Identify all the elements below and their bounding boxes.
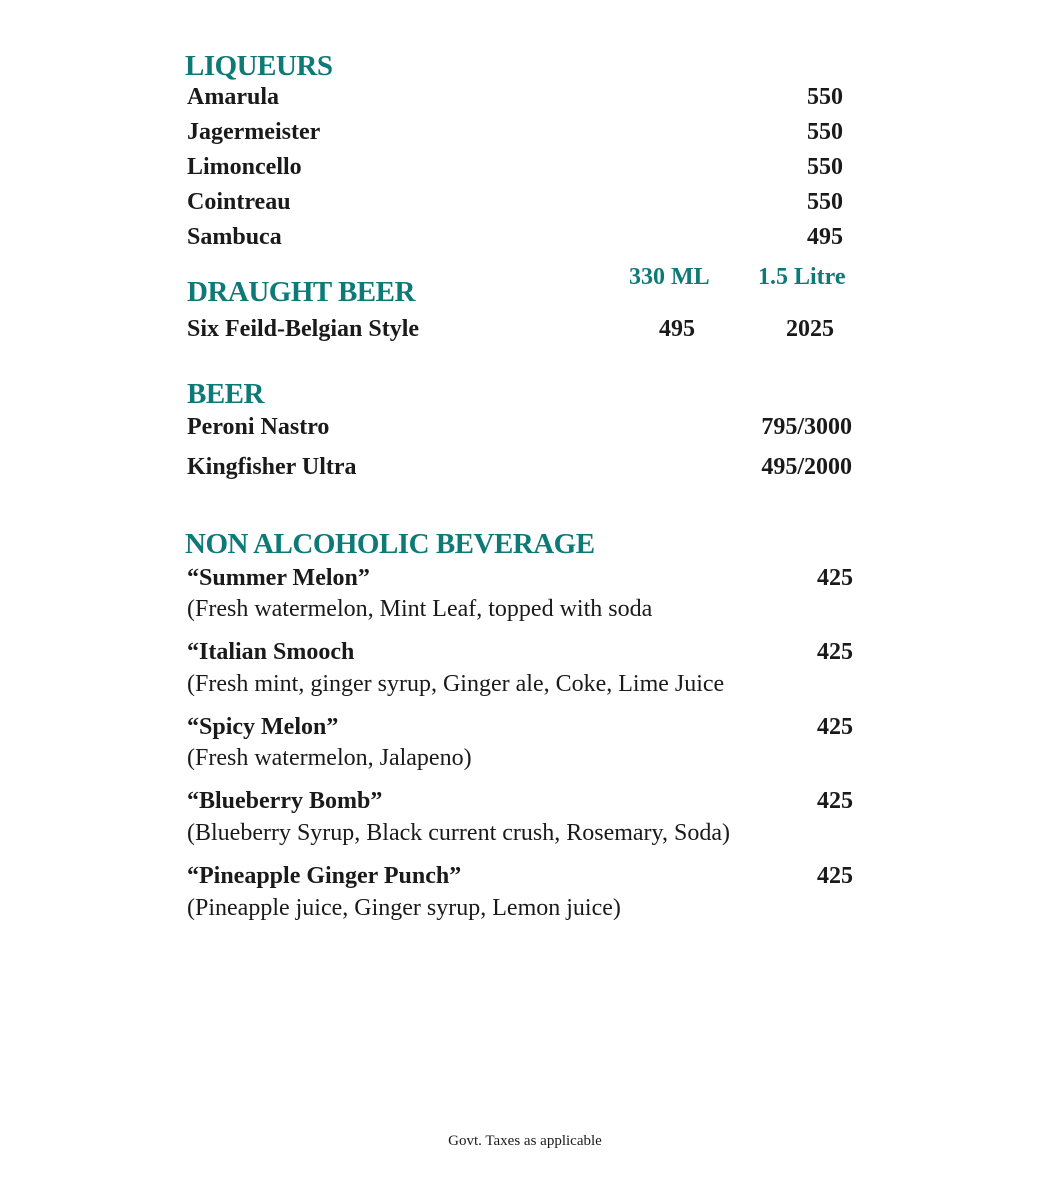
item-price: 795/3000: [761, 414, 852, 440]
item-price: 550: [807, 84, 843, 110]
section-title-non-alcoholic-beverage: NON ALCOHOLIC BEVERAGE: [185, 528, 595, 560]
item-description: (Fresh mint, ginger syrup, Ginger ale, Coke, Lime Juice: [187, 671, 725, 697]
item-description: (Fresh watermelon, Mint Leaf, topped with soda: [187, 596, 653, 622]
item-name: “Summer Melon”: [187, 565, 370, 591]
item-price: 425: [817, 639, 853, 665]
column-header-1-5-litre: 1.5 Litre: [758, 264, 846, 290]
section-title-beer: BEER: [187, 378, 264, 410]
item-name: “Pineapple Ginger Punch”: [187, 863, 462, 889]
item-price: 550: [807, 189, 843, 215]
item-description: (Pineapple juice, Ginger syrup, Lemon juice): [187, 895, 621, 921]
item-price: 550: [807, 154, 843, 180]
item-description: (Fresh watermelon, Jalapeno): [187, 745, 472, 771]
item-price: 425: [817, 565, 853, 591]
item-price: 425: [817, 714, 853, 740]
tax-note: Govt. Taxes as applicable: [448, 1133, 602, 1149]
item-price: 495/2000: [761, 454, 852, 480]
item-name: Limoncello: [187, 154, 302, 180]
item-price: 550: [807, 119, 843, 145]
item-name: “Spicy Melon”: [187, 714, 339, 740]
column-header-330ml: 330 ML: [629, 264, 710, 290]
item-price: 425: [817, 788, 853, 814]
item-description: (Blueberry Syrup, Black current crush, Rosemary, Soda): [187, 820, 730, 846]
item-name: Jagermeister: [187, 119, 321, 145]
item-name: Peroni Nastro: [187, 414, 330, 440]
section-title-liqueurs: LIQUEURS: [185, 50, 333, 82]
item-name: Amarula: [187, 84, 279, 110]
item-name: “Blueberry Bomb”: [187, 788, 383, 814]
item-price-1-5-litre: 2025: [786, 316, 834, 342]
section-title-draught-beer: DRAUGHT BEER: [187, 276, 415, 308]
item-price: 425: [817, 863, 853, 889]
item-name: Six Feild-Belgian Style: [187, 316, 420, 342]
item-price: 495: [807, 224, 843, 250]
item-name: “Italian Smooch: [187, 639, 355, 665]
item-name: Cointreau: [187, 189, 291, 215]
item-name: Sambuca: [187, 224, 282, 250]
item-price-330ml: 495: [659, 316, 695, 342]
item-name: Kingfisher Ultra: [187, 454, 357, 480]
